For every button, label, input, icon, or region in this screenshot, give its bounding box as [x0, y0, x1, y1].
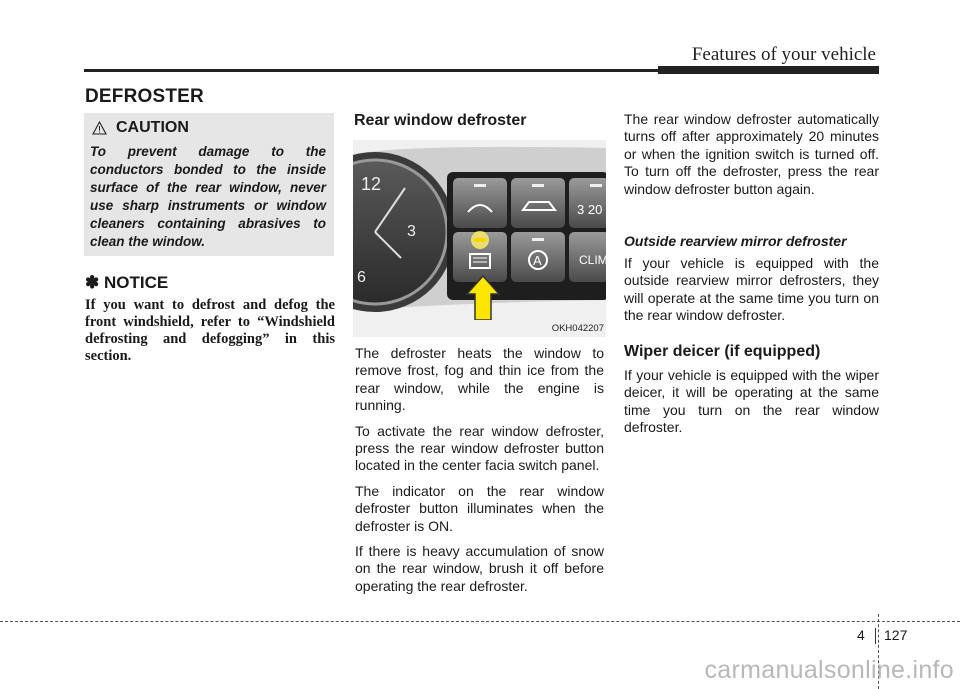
page-separator	[875, 628, 876, 644]
caution-text: To prevent damage to the conductors bonded to the inside surface of the rear window, never use sharp instruments or window cleaners containing abrasives to clean the window.	[90, 144, 326, 249]
caution-label: CAUTION	[116, 119, 189, 136]
paragraph: If there is heavy accumulation of snow on the rear window, brush it off before operating the rear defroster.	[355, 543, 604, 594]
rear-defroster-title: Rear window defroster	[354, 112, 527, 129]
watermark: carmanualsonline.info	[704, 656, 954, 684]
auto-off-text	[624, 111, 879, 206]
paragraph: The defroster heats the window to remove frost, fog and thin ice from the rear window, while the engine is running.	[355, 345, 604, 414]
figure-caption: OKH042207	[551, 323, 604, 334]
warning-triangle-icon	[92, 121, 107, 135]
paragraph: If your vehicle is equipped with the wiper deicer, it will be operating at the same time you turn on the rear window defroster.	[624, 367, 879, 436]
caution-header	[92, 119, 189, 137]
paragraph: The indicator on the rear window defroster button illuminates when the defroster is ON.	[355, 482, 604, 534]
clock-3: 3	[407, 223, 416, 240]
paragraph: The rear window defroster automatically turns off after approximately 20 minutes or when the ignition switch is turned off. To turn off the defroster, press the rear window defroster button again.	[624, 111, 879, 197]
rear-defroster-text	[355, 345, 604, 603]
notice-text: If you want to defrost and defog the front windshield, refer to “Windshield defrosting and defogging” in this section.	[85, 297, 335, 364]
btn-clim-label: CLIM	[579, 253, 606, 267]
btn-a-label: A	[533, 253, 542, 268]
section-title: DEFROSTER	[85, 86, 204, 107]
header-rule-accent	[658, 66, 879, 74]
clock-6: 6	[357, 269, 366, 286]
wiper-deicer-title: Wiper deicer (if equipped)	[624, 343, 821, 360]
notice-title: ✽ NOTICE	[85, 273, 169, 292]
header-title: Features of your vehicle	[691, 44, 876, 65]
center-facia-illustration	[353, 140, 606, 320]
chapter-number: 4	[857, 627, 865, 643]
btn-temp-label: 3 20	[577, 202, 603, 217]
clock-12: 12	[361, 174, 382, 194]
paragraph: To activate the rear window defroster, press the rear window defroster button located in the center facia switch panel.	[355, 422, 604, 474]
mirror-defroster-text	[624, 255, 879, 333]
wiper-deicer-text	[624, 367, 879, 445]
defroster-button-figure	[353, 140, 606, 337]
page-number: 127	[884, 627, 908, 643]
mirror-defroster-title: Outside rearview mirror defroster	[624, 233, 847, 249]
footer-rule	[0, 621, 960, 622]
caution-box	[84, 113, 334, 256]
paragraph: If your vehicle is equipped with the outside rearview mirror defrosters, they will operate at the same time you turn on the rear window defroster.	[624, 255, 879, 324]
